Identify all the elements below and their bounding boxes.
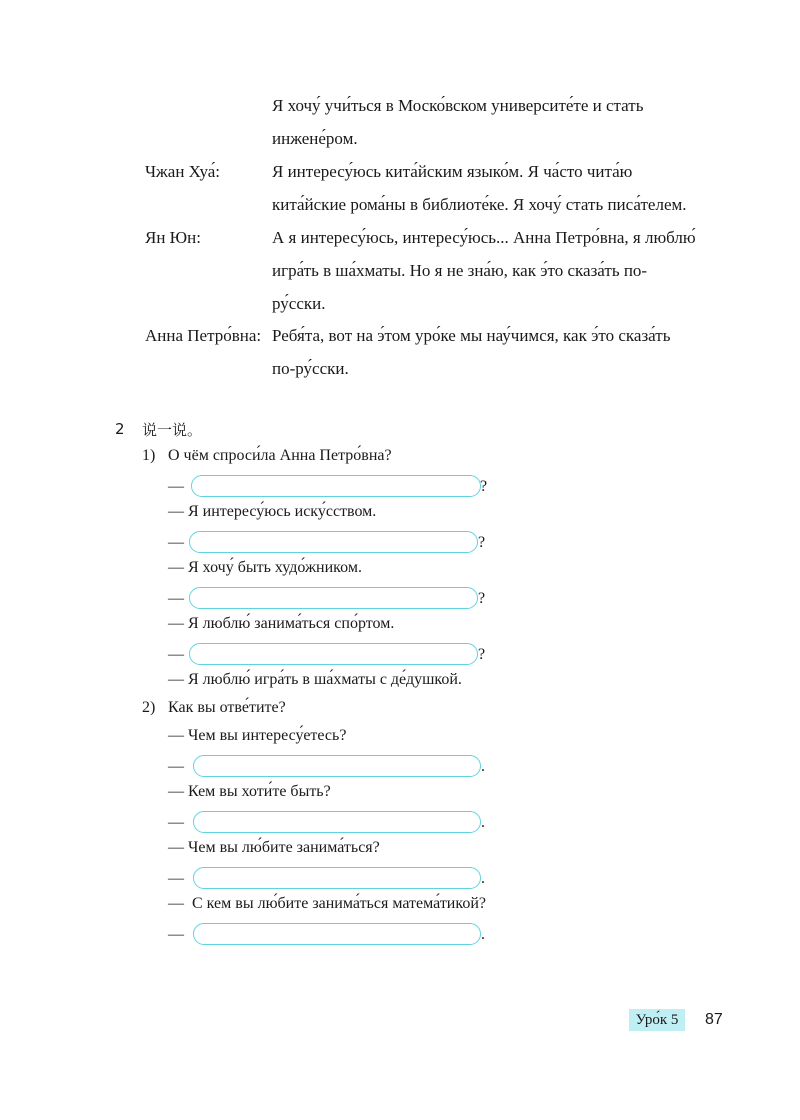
period: . [481,758,485,775]
question-line: — Кем вы хоти́те быть? [168,783,331,800]
answer-input-8[interactable] [193,923,481,945]
answer-line: — Я хочу́ быть худо́жником. [168,559,362,576]
question-line: — С кем вы лю́бите занима́ться матема́тикой? [168,895,486,912]
speech-line: Я хочу́ учи́ться в Моско́вском университе́те и стать [272,96,644,115]
dialogue-speech-3 [272,221,720,320]
speaker-name: Чжан Хуа́: [145,162,221,181]
dash: — [168,646,184,663]
speech-line: инжене́ром. [272,129,358,148]
question-line: — Чем вы интересу́етесь? [168,727,347,744]
answer-input-5[interactable] [193,755,481,777]
question-mark: ? [478,534,486,551]
dash: — [168,814,184,831]
dialogue-speech-2 [272,155,720,221]
period: . [481,926,485,943]
answer-line: — Я люблю́ занима́ться спо́ртом. [168,615,395,632]
dash: — [168,534,184,551]
answer-input-2[interactable] [189,531,478,553]
question-mark: ? [478,590,486,607]
speech-line: игра́ть в ша́хматы. Но я не зна́ю, как э́то сказа́ть по- [272,261,648,280]
speaker-name: Анна Петро́вна: [145,326,262,345]
answer-input-3[interactable] [189,587,478,609]
speech-line: Ребя́та, вот на э́том уро́ке мы нау́чимся, как э́то сказа́ть [272,326,671,345]
speech-line: кита́йские рома́ны в библиоте́ке. Я хочу́ стать писа́телем. [272,195,687,214]
dialogue-speech-4 [272,319,720,385]
speech-line: А я интересу́юсь, интересу́юсь... Анна Петро́вна, я люблю́ [272,228,696,247]
lesson-badge: Уро́к 5 [629,1009,685,1031]
dash: — [168,478,184,495]
dash: — [168,758,184,775]
exercise-title: 说一说。 [142,421,203,439]
answer-input-4[interactable] [189,643,478,665]
period: . [481,870,485,887]
answer-input-6[interactable] [193,811,481,833]
dialogue-speech-1 [272,89,720,155]
speaker-name: Ян Юн: [145,228,201,247]
dash: — [168,590,184,607]
part-label: 2) [142,699,156,716]
speech-line: ру́сски. [272,294,326,313]
part-label: 1) [142,447,156,464]
question-line: — Чем вы лю́бите занима́ться? [168,839,380,856]
speech-line: по-ру́сски. [272,359,349,378]
speech-line: Я интересу́юсь кита́йским языко́м. Я ча́сто чита́ю [272,162,633,181]
question-mark: ? [480,478,488,495]
answer-input-1[interactable] [191,475,481,497]
period: . [481,814,485,831]
dash: — [168,926,184,943]
answer-line: — Я люблю́ игра́ть в ша́хматы с де́душкой. [168,671,462,688]
answer-input-7[interactable] [193,867,481,889]
answer-line: — Я интересу́юсь иску́сством. [168,503,377,520]
dash: — [168,870,184,887]
page-number: 87 [705,1011,723,1028]
exercise-number: 2 [115,420,125,438]
question-mark: ? [478,646,486,663]
part-heading: О чём спроси́ла Анна Петро́вна? [168,447,392,464]
part-heading: Как вы отве́тите? [168,699,286,716]
